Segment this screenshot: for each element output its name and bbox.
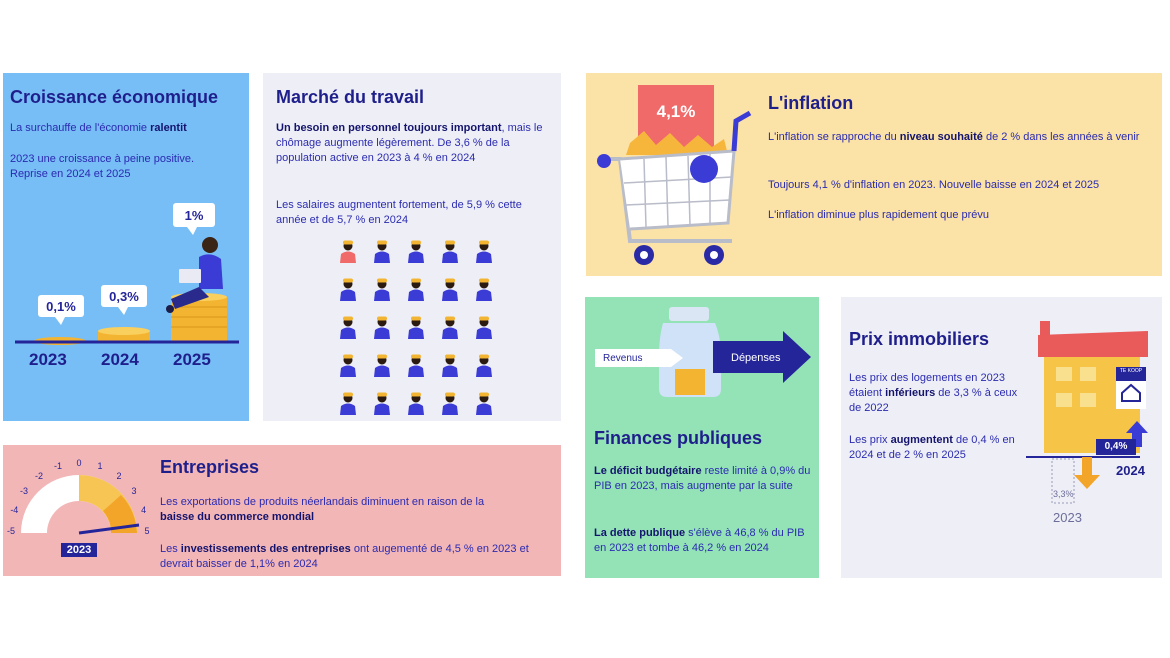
worker-icon — [337, 316, 359, 340]
inflation-title: L'inflation — [768, 93, 854, 113]
inflation-badge: 4,1% — [656, 102, 696, 121]
gauge-tick-label: -4 — [10, 504, 19, 515]
worker-icon — [337, 278, 359, 302]
gauge-tick-label: -5 — [6, 526, 15, 536]
gauge-tick-label: -2 — [35, 470, 44, 481]
worker-icon — [371, 316, 393, 340]
growth-year-2025: 2025 — [173, 350, 211, 369]
worker-icon — [439, 316, 461, 340]
worker-icon — [371, 240, 393, 264]
travail-title: Marché du travail — [276, 87, 425, 107]
worker-icon — [371, 278, 393, 302]
panel-immobilier — [841, 297, 1162, 578]
entreprises-text-1: Les exportations de produits néerlandais diminuent en raison de la baisse du commerce mondial — [160, 496, 485, 523]
workers-grid — [331, 237, 511, 421]
worker-icon — [439, 240, 461, 264]
depenses-label: Dépenses — [731, 352, 781, 364]
gauge-tick-label: 3 — [131, 486, 137, 497]
entreprises-title: Entreprises — [160, 457, 260, 477]
croissance-title: Croissance économique — [10, 87, 219, 107]
revenus-label: Revenus — [603, 353, 643, 364]
worker-icon — [405, 392, 427, 416]
immobilier-title: Prix immobiliers — [849, 329, 990, 349]
worker-icon — [473, 316, 495, 340]
travail-text-1: Un besoin en personnel toujours important, mais le chômage augmente légèrement. De 3,6 % de la population active en 2023 à 4 % en 2024 — [276, 122, 543, 164]
growth-label-2025: 1% — [184, 208, 204, 223]
price-up-year: 2024 — [1116, 463, 1145, 478]
worker-icon — [473, 278, 495, 302]
gauge-tick-label: 2 — [116, 470, 122, 481]
croissance-text-2: 2023 une croissance à peine positive. Reprise en 2024 et 2025 — [10, 153, 195, 180]
gauge-tick-label: -3 — [19, 486, 28, 497]
house-icon — [1022, 297, 1162, 578]
worker-icon — [439, 278, 461, 302]
worker-icon — [405, 354, 427, 378]
worker-icon — [439, 392, 461, 416]
growth-label-2024: 0,3% — [109, 289, 139, 304]
price-up-label: 0,4% — [1104, 441, 1128, 452]
growth-year-2024: 2024 — [101, 350, 139, 369]
worker-icon — [439, 354, 461, 378]
sign-label: TE KOOP — [1119, 368, 1143, 374]
growth-year-2023: 2023 — [29, 350, 67, 369]
immobilier-text-2: Les prix augmentent de 0,4 % en 2024 et de 2 % en 2025 — [849, 434, 1015, 461]
worker-icon — [473, 354, 495, 378]
panel-croissance — [3, 73, 249, 421]
worker-icon — [405, 278, 427, 302]
panel-finances — [585, 297, 819, 578]
inflation-text-1: L'inflation se rapproche du niveau souhaité de 2 % dans les années à venir — [768, 131, 1140, 143]
gauge-tick-label: 4 — [141, 504, 147, 515]
panel-entreprises — [3, 445, 561, 576]
finances-text-1: Le déficit budgétaire reste limité à 0,9% du PIB en 2023, mais augmente par la suite — [594, 465, 811, 492]
worker-icon — [371, 392, 393, 416]
worker-icon — [371, 354, 393, 378]
inflation-text-3: L'inflation diminue plus rapidement que prévu — [768, 209, 990, 221]
worker-icon — [405, 316, 427, 340]
worker-icon — [405, 240, 427, 264]
croissance-text-1: La surchauffe de l'économie ralentit — [10, 122, 187, 134]
gauge-tick-label: 5 — [144, 526, 150, 536]
inflation-text-2: Toujours 4,1 % d'inflation en 2023. Nouvelle baisse en 2024 et 2025 — [768, 179, 1100, 191]
gauge-year: 2023 — [66, 544, 92, 556]
finances-title: Finances publiques — [594, 428, 763, 448]
travail-text-2: Les salaires augmentent fortement, de 5,9 % cette année et de 5,7 % en 2024 — [276, 199, 522, 226]
gauge-tick-label: -1 — [53, 461, 62, 472]
price-down-label: 3,3% — [1053, 489, 1074, 499]
panel-inflation — [586, 73, 1162, 276]
worker-icon — [473, 240, 495, 264]
worker-searching-icon — [337, 240, 359, 264]
immobilier-text-1: Les prix des logements en 2023 étaient inférieurs de 3,3 % à ceux de 2022 — [849, 372, 1018, 414]
growth-label-2023: 0,1% — [46, 299, 76, 314]
worker-icon — [473, 392, 495, 416]
panel-travail — [263, 73, 561, 421]
worker-icon — [337, 392, 359, 416]
entreprises-text-2: Les investissements des entreprises ont augementé de 4,5 % en 2023 et devrait baisser de 1,1% en 2024 — [160, 543, 529, 570]
worker-icon — [337, 354, 359, 378]
finances-text-2: La dette publique s'élève à 46,8 % du PIB en 2023 et tombe à 46,2 % en 2024 — [594, 527, 805, 554]
gauge-tick-label: 0 — [76, 458, 82, 468]
gauge-tick-label: 1 — [97, 461, 103, 472]
price-down-year: 2023 — [1053, 510, 1082, 525]
